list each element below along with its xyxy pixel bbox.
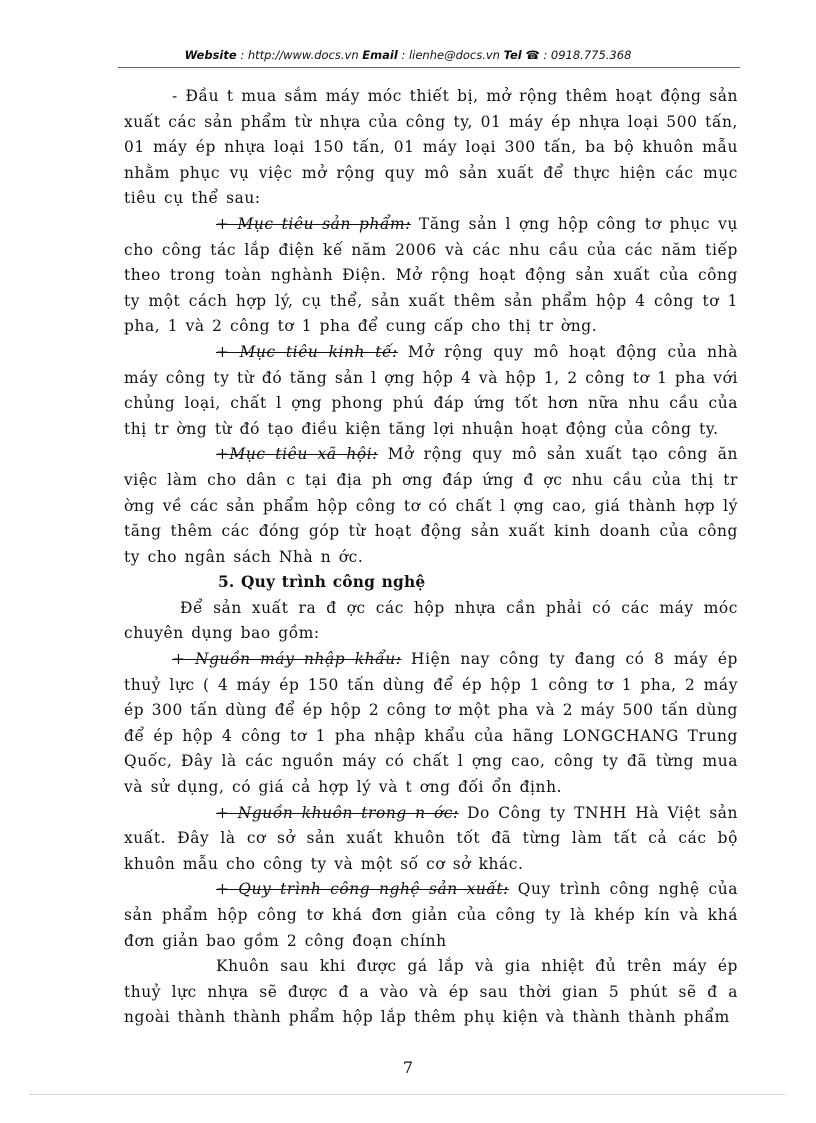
social-goal-text: Mở rộng quy mô sản xuất tạo công ăn việc làm cho dân c tại địa ph ơng đáp ứng đ ợc nhu cầu của thị tr ờng về các sản phẩm hộp công tơ có chất l ợng cao, giá thành hợp lý tăng thêm các đóng góp từ hoạt động sản xuất kinh doanh của công ty cho ngân sách Nhà n ớc.	[124, 445, 738, 566]
website-label: Website	[184, 48, 237, 62]
document-body	[124, 84, 738, 1031]
tel-label: Tel	[503, 48, 522, 62]
paragraph-investment: - Đầu t mua sắm máy móc thiết bị, mở rộng thêm hoạt động sản xuất các sản phẩm từ nhựa của công ty, 01 máy ép nhựa loại 500 tấn, 01 máy ép nhựa loại 150 tấn, 01 máy loại 300 tấn, ba bộ khuôn mẫu nhằm phục vụ việc mở rộng quy mô sản xuất để thực hiện các mục tiêu cụ thể sau:	[124, 87, 738, 208]
header-divider	[118, 67, 740, 68]
page-number: 7	[402, 1058, 414, 1077]
paragraph-machinery-intro: Để sản xuất ra đ ợc các hộp nhựa cần phải có các máy móc chuyên dụng bao gồm:	[124, 598, 738, 643]
economic-goal-text: Mở rộng quy mô hoạt động của nhà máy công ty từ đó tăng sản l ợng hộp 4 và hộp 1, 2 công tơ 1 pha với chủng loại, chất l ợng phong phú đáp ứng tốt hơn nữa nhu cầu của thị tr ờng từ đó tạo điều kiện tăng lợi nhuận hoạt động của công ty.	[124, 342, 738, 438]
imported-machines-text: Hiện nay công ty đang có 8 máy ép thuỷ lực ( 4 máy ép 150 tấn dùng để ép hộp 1 công tơ 1 pha, 2 máy ép 300 tấn dùng để ép hộp 2 công tơ một pha và 2 máy 500 tấn dùng để ép hộp 4 công tơ 1 pha nhập khẩu của hãng LONGCHANG Trung Quốc, Đây là các nguồn máy có chất l ợng cao, công ty đã từng mua và sử dụng, có giá cả hợp lý và t ơng đối ổn định.	[124, 650, 738, 797]
paragraph-product-goal	[124, 212, 738, 340]
page-bottom-divider	[30, 1094, 786, 1095]
paragraph-production-process	[124, 877, 738, 954]
social-goal-label: +Mục tiêu xã hội:	[216, 445, 379, 464]
tel-value: : 0918.775.368	[539, 48, 632, 62]
section-heading: 5. Quy trình công nghệ	[218, 573, 426, 592]
imported-machines-label: + Nguồn máy nhập khẩu:	[172, 650, 402, 669]
email-label: Email	[362, 48, 398, 62]
phone-icon: ☎	[525, 48, 540, 62]
paragraph-social-goal	[124, 442, 738, 570]
paragraph-molding-steps: Khuôn sau khi được gá lắp và gia nhiệt đủ trên máy ép thuỷ lực nhựa sẽ được đ a vào và ép sau thời gian 5 phút sẽ đ a ngoài thành thành phẩm hộp lắp thêm phụ kiện và thành thành phẩm	[124, 957, 738, 1027]
production-process-label: + Quy trình công nghệ sản xuất:	[216, 880, 509, 899]
production-process-text: Quy trình công nghệ của sản phẩm hộp công tơ khá đơn giản của công ty là khép kín và khá đơn giản bao gồm 2 công đoạn chính	[124, 880, 738, 950]
domestic-molds-label: + Nguồn khuôn trong n ớc:	[216, 803, 459, 822]
website-value: : http://www.docs.vn	[236, 48, 363, 62]
paragraph-imported-machines	[124, 647, 738, 801]
paragraph-economic-goal	[124, 340, 738, 442]
paragraph-domestic-molds	[124, 801, 738, 878]
economic-goal-label: + Mục tiêu kinh tế:	[216, 342, 398, 361]
product-goal-label: + Mục tiêu sản phẩm:	[216, 214, 411, 233]
product-goal-text: Tăng sản l ợng hộp công tơ phục vụ cho công tác lắp điện kế năm 2006 và các nhu cầu của các năm tiếp theo trong toàn nghành Điện. Mở rộng hoạt động sản xuất của công ty một cách hợp lý, cụ thể, sản xuất thêm sản phẩm hộp 4 công tơ 1 pha, 1 và 2 công tơ 1 pha để cung cấp cho thị tr ờng.	[124, 214, 738, 336]
email-value: : lienhe@docs.vn	[397, 48, 504, 62]
domestic-molds-text: Do Công ty TNHH Hà Việt sản xuất. Đây là cơ sở sản xuất khuôn tốt đã từng làm tất cả các bộ khuôn mẫu cho công ty và một số cơ sở khác.	[124, 803, 738, 873]
page-header	[0, 48, 816, 62]
